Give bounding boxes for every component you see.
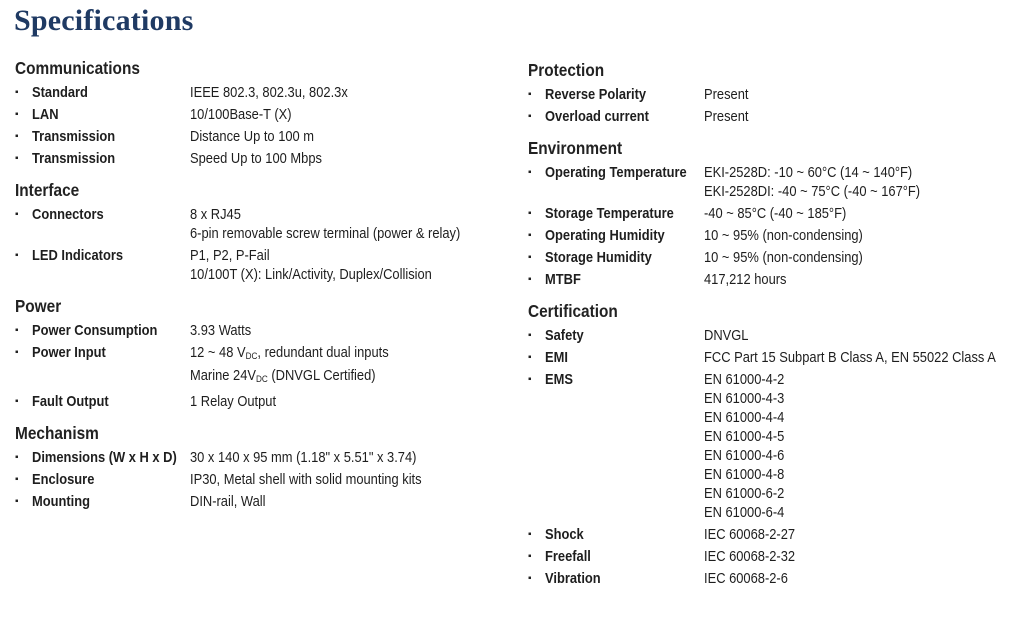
spec-label: Transmission: [32, 128, 116, 145]
spec-label: Mounting: [32, 493, 91, 510]
section-heading: Certification: [528, 301, 618, 321]
spec-values: [190, 205, 504, 243]
spec-value: IP30, Metal shell with solid mounting kits: [190, 471, 422, 488]
right-column: [528, 58, 1008, 598]
spec-list: [528, 85, 1008, 126]
bullet-icon: ▪: [528, 167, 532, 178]
spec-label: Power Input: [32, 344, 106, 361]
spec-item: [528, 569, 1008, 588]
spec-value: EN 61000-4-6: [704, 447, 785, 464]
spec-item: [15, 105, 505, 124]
spec-value: 10 ~ 95% (non-condensing): [704, 249, 863, 266]
section-heading: Power: [15, 296, 62, 316]
spec-item: [15, 246, 505, 284]
spec-value: 10/100Base-T (X): [190, 106, 292, 123]
spec-label: Vibration: [545, 570, 601, 587]
spec-item: [528, 107, 1008, 126]
spec-item: [15, 470, 505, 489]
spec-label: Safety: [545, 327, 584, 344]
bullet-icon: ▪: [528, 374, 532, 385]
spec-label: Enclosure: [32, 471, 95, 488]
spec-value: EN 61000-4-2: [704, 371, 785, 388]
spec-label: LAN: [32, 106, 59, 123]
interface-section: [15, 178, 505, 284]
spec-values: [704, 569, 802, 588]
spec-values: [704, 226, 889, 245]
spec-label: Power Consumption: [32, 322, 158, 339]
bullet-icon: ▪: [15, 87, 19, 98]
bullet-icon: ▪: [15, 109, 19, 120]
bullet-icon: ▪: [15, 153, 19, 164]
spec-value: 417,212 hours: [704, 271, 787, 288]
value-text: (DNVGL Certified): [267, 367, 376, 384]
spec-label: Overload current: [545, 108, 649, 125]
value-text: 12 ~ 48 V: [190, 344, 246, 361]
spec-item: [528, 226, 1008, 245]
bullet-icon: ▪: [15, 452, 19, 463]
spec-values: [190, 127, 334, 146]
bullet-icon: ▪: [528, 252, 532, 263]
spec-item: [528, 348, 1008, 367]
spec-item: [528, 248, 1008, 267]
spec-item: [15, 205, 505, 243]
spec-list: [15, 83, 505, 168]
spec-item: [15, 149, 505, 168]
communications-section: [15, 56, 505, 168]
subscript: DC: [245, 351, 258, 362]
bullet-icon: ▪: [15, 396, 19, 407]
spec-label: Storage Temperature: [545, 205, 674, 222]
spec-label: Transmission: [32, 150, 116, 167]
bullet-icon: ▪: [15, 474, 19, 485]
spec-value: 10/100T (X): Link/Activity, Duplex/Collision: [190, 266, 432, 283]
spec-list: [15, 205, 505, 284]
spec-values: [704, 326, 756, 345]
spec-value: DIN-rail, Wall: [190, 493, 266, 510]
spec-values: [190, 105, 308, 124]
spec-value: 6-pin removable screw terminal (power & relay): [190, 225, 461, 242]
spec-label: EMI: [545, 349, 568, 366]
spec-values: [190, 83, 373, 102]
spec-label: Dimensions (W x H x D): [32, 449, 177, 466]
spec-item: [15, 392, 505, 411]
spec-values: [190, 392, 290, 411]
certification-section: [528, 299, 1008, 588]
bullet-icon: ▪: [528, 89, 532, 100]
spec-value: EKI-2528DI: -40 ~ 75°C (-40 ~ 167°F): [704, 183, 921, 200]
spec-item: [528, 525, 1008, 544]
bullet-icon: ▪: [15, 250, 19, 261]
spec-value: [190, 366, 389, 389]
spec-item: [15, 127, 505, 146]
spec-values: [190, 470, 459, 489]
section-heading: Environment: [528, 138, 623, 158]
spec-value: 1 Relay Output: [190, 393, 277, 410]
bullet-icon: ▪: [528, 529, 532, 540]
spec-label: Operating Temperature: [545, 164, 687, 181]
bullet-icon: ▪: [528, 330, 532, 341]
spec-value: 3.93 Watts: [190, 322, 252, 339]
spec-value: EN 61000-4-5: [704, 428, 785, 445]
bullet-icon: ▪: [15, 131, 19, 142]
spec-item: [528, 370, 1008, 522]
spec-value: EN 61000-4-8: [704, 466, 785, 483]
spec-value: -40 ~ 85°C (-40 ~ 185°F): [704, 205, 847, 222]
spec-values: [704, 163, 955, 201]
spec-item: [528, 85, 1008, 104]
spec-value: IEEE 802.3, 802.3u, 802.3x: [190, 84, 348, 101]
bullet-icon: ▪: [15, 496, 19, 507]
value-text: Marine 24V: [190, 367, 256, 384]
bullet-icon: ▪: [528, 551, 532, 562]
spec-list: [528, 326, 1008, 588]
spec-value: IEC 60068-2-6: [704, 570, 788, 587]
spec-values: [704, 107, 756, 126]
spec-label: Operating Humidity: [545, 227, 665, 244]
section-heading: Interface: [15, 180, 80, 200]
section-heading: Protection: [528, 60, 605, 80]
environment-section: [528, 136, 1008, 289]
spec-value: FCC Part 15 Subpart B Class A, EN 55022 Class A: [704, 349, 996, 366]
spec-value: Present: [704, 86, 749, 103]
spec-values: [704, 204, 869, 223]
spec-values: [190, 448, 453, 467]
spec-value: Distance Up to 100 m: [190, 128, 315, 145]
spec-label: MTBF: [545, 271, 581, 288]
spec-item: [528, 204, 1008, 223]
spec-values: [190, 149, 343, 168]
spec-value: EN 61000-6-2: [704, 485, 785, 502]
spec-label: Freefall: [545, 548, 591, 565]
spec-item: [528, 163, 1008, 201]
spec-item: [528, 326, 1008, 345]
spec-item: [15, 321, 505, 340]
spec-label: Storage Humidity: [545, 249, 652, 266]
spec-values: [190, 343, 421, 389]
bullet-icon: ▪: [15, 347, 19, 358]
spec-value: IEC 60068-2-32: [704, 548, 796, 565]
spec-values: [704, 370, 797, 522]
spec-value: EKI-2528D: -10 ~ 60°C (14 ~ 140°F): [704, 164, 913, 181]
bullet-icon: ▪: [15, 209, 19, 220]
spec-value: 30 x 140 x 95 mm (1.18" x 5.51" x 3.74): [190, 449, 417, 466]
spec-value: 8 x RJ45: [190, 206, 241, 223]
spec-values: [704, 348, 1011, 367]
bullet-icon: ▪: [15, 325, 19, 336]
bullet-icon: ▪: [528, 230, 532, 241]
spec-label: EMS: [545, 371, 573, 388]
spec-values: [190, 321, 261, 340]
spec-item: [528, 270, 1008, 289]
value-text: , redundant dual inputs: [257, 344, 389, 361]
spec-values: [704, 248, 889, 267]
spec-value: [190, 343, 389, 366]
spec-list: [15, 448, 505, 511]
spec-value: 10 ~ 95% (non-condensing): [704, 227, 863, 244]
spec-label: Connectors: [32, 206, 104, 223]
spec-item: [528, 547, 1008, 566]
spec-value: P1, P2, P-Fail: [190, 247, 270, 264]
power-section: [15, 294, 505, 411]
spec-label: Fault Output: [32, 393, 109, 410]
spec-value: EN 61000-4-4: [704, 409, 785, 426]
spec-value: Present: [704, 108, 749, 125]
spec-value: DNVGL: [704, 327, 749, 344]
spec-values: [190, 246, 471, 284]
spec-label: Reverse Polarity: [545, 86, 647, 103]
spec-item: [15, 343, 505, 389]
bullet-icon: ▪: [528, 352, 532, 363]
spec-values: [190, 492, 278, 511]
section-heading: Mechanism: [15, 423, 99, 443]
mechanism-section: [15, 421, 505, 511]
bullet-icon: ▪: [528, 573, 532, 584]
spec-label: Shock: [545, 526, 584, 543]
spec-value: IEC 60068-2-27: [704, 526, 796, 543]
spec-values: [704, 525, 810, 544]
spec-label: Standard: [32, 84, 88, 101]
spec-value: EN 61000-6-4: [704, 504, 785, 521]
spec-item: [15, 448, 505, 467]
left-column: [15, 56, 505, 521]
spec-values: [704, 547, 810, 566]
spec-label: LED Indicators: [32, 247, 124, 264]
bullet-icon: ▪: [528, 274, 532, 285]
spec-values: [704, 270, 800, 289]
page-title: Specifications: [14, 4, 194, 37]
section-heading: Communications: [15, 58, 140, 78]
spec-item: [15, 492, 505, 511]
spec-item: [15, 83, 505, 102]
bullet-icon: ▪: [528, 208, 532, 219]
spec-value: Speed Up to 100 Mbps: [190, 150, 322, 167]
protection-section: [528, 58, 1008, 126]
spec-list: [528, 163, 1008, 289]
subscript: DC: [255, 374, 268, 385]
spec-list: [15, 321, 505, 411]
bullet-icon: ▪: [528, 111, 532, 122]
spec-values: [704, 85, 756, 104]
spec-value: EN 61000-4-3: [704, 390, 785, 407]
